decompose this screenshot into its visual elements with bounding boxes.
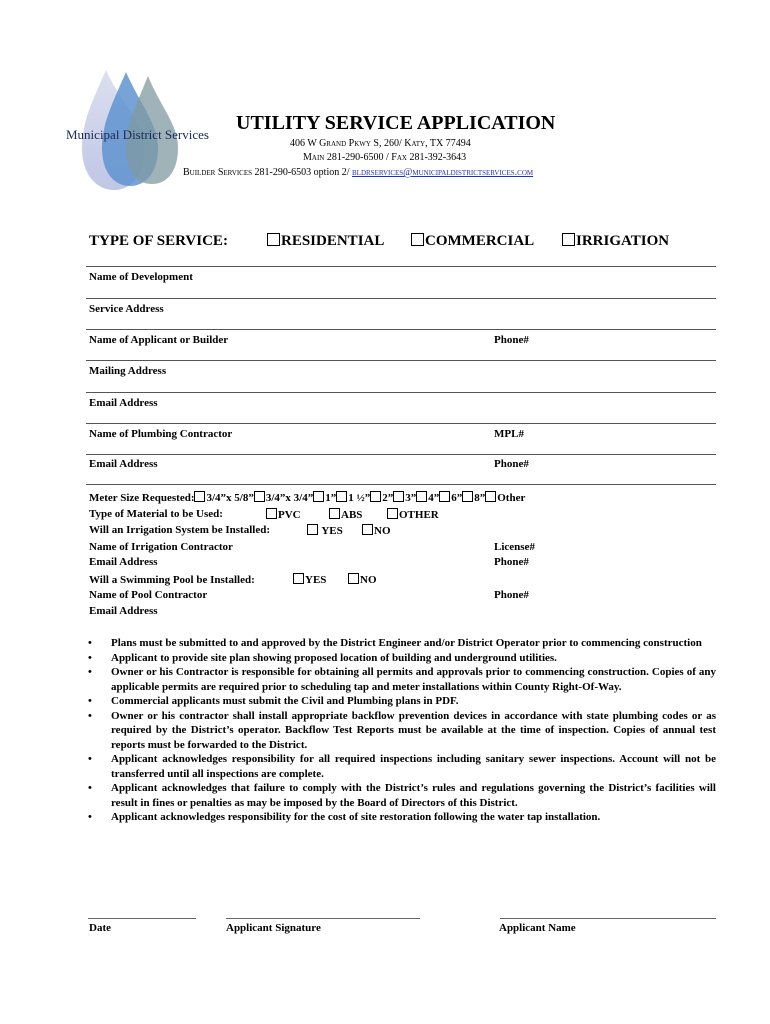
- address-line-2: Main 281-290-6500 / Fax 281-392-3643: [303, 152, 467, 163]
- logo-text: Municipal District Services: [66, 127, 209, 142]
- meter-option: 6”: [451, 492, 463, 504]
- pvc-label: PVC: [278, 509, 301, 521]
- option-residential[interactable]: [267, 233, 384, 250]
- meter-option: 3/4”x 3/4”: [265, 492, 314, 504]
- divider: [86, 298, 716, 299]
- pool-question: Will a Swimming Pool be Installed:: [89, 574, 255, 586]
- option-irrigation[interactable]: [562, 233, 669, 250]
- pvc-checkbox[interactable]: [266, 508, 277, 519]
- meter-checkbox[interactable]: [254, 491, 265, 502]
- meter-checkbox[interactable]: [336, 491, 347, 502]
- meter-option: 4”: [428, 492, 440, 504]
- list-item: • Applicant acknowledges that failure to comply with the District’s rules and regulations governing the District’s facilities will result in fines or penalties as may be imposed by the Board of Directors of this District.: [88, 781, 716, 810]
- list-item: • Owner or his contractor shall install appropriate backflow prevention devices in accordance with state plumbing codes or as required by the District’s operator. Backflow Test Reports must be available at the time of inspection. Copies of annual test reports must be forwarded to the District.: [88, 709, 716, 753]
- list-item: • Applicant to provide site plan showing proposed location of building and underground utilities.: [88, 651, 716, 666]
- pool-no[interactable]: [348, 573, 377, 586]
- divider: [86, 360, 716, 361]
- abs-label: ABS: [341, 509, 363, 521]
- meter-option: 3/4”x 5/8”: [206, 492, 254, 504]
- pool-phone-field[interactable]: Phone#: [494, 589, 529, 601]
- mailing-address-field[interactable]: Mailing Address: [89, 365, 167, 377]
- list-item: • Plans must be submitted to and approved by the District Engineer and/or District Operator prior to commencing construction: [88, 636, 716, 651]
- meter-option: 1”: [325, 492, 337, 504]
- commercial-checkbox[interactable]: [411, 233, 424, 246]
- meter-option: Other: [497, 492, 526, 504]
- meter-option: 1 ½”: [348, 492, 371, 504]
- plumbing-email-field[interactable]: Email Address: [89, 458, 158, 470]
- meter-checkbox[interactable]: [393, 491, 404, 502]
- material-label: Type of Material to be Used:: [89, 508, 223, 520]
- option-commercial[interactable]: [411, 233, 534, 250]
- meter-checkbox[interactable]: [462, 491, 473, 502]
- list-item: • Commercial applicants must submit the Civil and Plumbing plans in PDF.: [88, 694, 716, 709]
- pool-no-label: NO: [360, 574, 377, 586]
- irrigation-label: IRRIGATION: [576, 233, 670, 249]
- date-label: Date: [89, 922, 111, 934]
- irrigation-contractor-field[interactable]: Name of Irrigation Contractor: [89, 541, 233, 553]
- irrigation-email-field[interactable]: Email Address: [89, 556, 158, 568]
- meter-checkbox[interactable]: [194, 491, 205, 502]
- irrigation-checkbox[interactable]: [562, 233, 575, 246]
- divider: [86, 266, 716, 267]
- irrigation-license-field[interactable]: License#: [494, 541, 535, 553]
- other-checkbox[interactable]: [387, 508, 398, 519]
- meter-checkbox[interactable]: [370, 491, 381, 502]
- meter-checkbox[interactable]: [416, 491, 427, 502]
- material-pvc[interactable]: [266, 508, 301, 521]
- irrigation-no-label: NO: [374, 525, 391, 537]
- irrigation-no-checkbox[interactable]: [362, 524, 373, 535]
- meter-option: 8”: [474, 492, 486, 504]
- pool-no-checkbox[interactable]: [348, 573, 359, 584]
- pool-yes-label: YES: [305, 574, 327, 586]
- applicant-phone-field[interactable]: Phone#: [494, 334, 529, 346]
- commercial-label: COMMERCIAL: [425, 233, 535, 249]
- divider: [86, 484, 716, 485]
- meter-option: 3”: [405, 492, 417, 504]
- plumbing-contractor-field[interactable]: Name of Plumbing Contractor: [89, 428, 233, 440]
- applicant-signature-label: Applicant Signature: [226, 922, 321, 934]
- divider: [86, 423, 716, 424]
- material-other[interactable]: [387, 508, 439, 521]
- irrigation-yes[interactable]: [307, 524, 343, 537]
- email-field[interactable]: Email Address: [89, 397, 158, 409]
- meter-size-label: Meter Size Requested:: [89, 492, 195, 504]
- other-label: OTHER: [399, 509, 439, 521]
- pool-yes[interactable]: [293, 573, 326, 586]
- builder-services-email-link[interactable]: bldrservices@municipaldistrictservices.com: [352, 167, 534, 178]
- list-item: • Applicant acknowledges responsibility for all required inspections including sanitary sewer inspections. Account will not be transferred until all inspections are complete.: [88, 752, 716, 781]
- meter-checkbox[interactable]: [439, 491, 450, 502]
- meter-size-row: [89, 491, 525, 504]
- pool-yes-checkbox[interactable]: [293, 573, 304, 584]
- terms-list: [88, 636, 716, 825]
- builder-services-line: [183, 167, 533, 178]
- pool-contractor-field[interactable]: Name of Pool Contractor: [89, 589, 208, 601]
- date-line[interactable]: [88, 918, 196, 919]
- abs-checkbox[interactable]: [329, 508, 340, 519]
- divider: [86, 392, 716, 393]
- signature-line[interactable]: [226, 918, 420, 919]
- meter-option: 2”: [382, 492, 394, 504]
- material-abs[interactable]: [329, 508, 362, 521]
- divider: [86, 329, 716, 330]
- type-of-service-label: TYPE OF SERVICE:: [89, 233, 228, 249]
- residential-label: RESIDENTIAL: [281, 233, 385, 249]
- irrigation-yes-checkbox[interactable]: [307, 524, 318, 535]
- applicant-name-label: Applicant Name: [499, 922, 576, 934]
- irrigation-phone-field[interactable]: Phone#: [494, 556, 529, 568]
- meter-checkbox[interactable]: [485, 491, 496, 502]
- name-line[interactable]: [500, 918, 716, 919]
- meter-checkbox[interactable]: [313, 491, 324, 502]
- list-item: • Applicant acknowledges responsibility for the cost of site restoration following the water tap installation.: [88, 810, 716, 825]
- builder-services-phone: 281-290-6503 option 2/: [254, 167, 350, 178]
- address-line-1: 406 W Grand Pkwy S, 260/ Katy, TX 77494: [290, 138, 471, 149]
- builder-services-label: Builder Services: [183, 167, 253, 178]
- plumbing-phone-field[interactable]: Phone#: [494, 458, 529, 470]
- divider: [86, 454, 716, 455]
- list-item: • Owner or his Contractor is responsible for obtaining all permits and approvals prior to commencing construction. Copies of any applicable permits are required prior to scheduling tap and meter installations within County Right-Of-Way.: [88, 665, 716, 694]
- residential-checkbox[interactable]: [267, 233, 280, 246]
- irrigation-no[interactable]: [362, 524, 391, 537]
- applicant-field[interactable]: Name of Applicant or Builder: [89, 334, 229, 346]
- service-address-field[interactable]: Service Address: [89, 303, 164, 315]
- pool-email-field[interactable]: Email Address: [89, 605, 158, 617]
- page-title: UTILITY SERVICE APPLICATION: [236, 112, 556, 134]
- irrigation-yes-label: YES: [321, 525, 343, 537]
- development-field[interactable]: Name of Development: [89, 271, 193, 283]
- irrigation-question: Will an Irrigation System be Installed:: [89, 524, 271, 536]
- mpl-field[interactable]: MPL#: [494, 428, 524, 440]
